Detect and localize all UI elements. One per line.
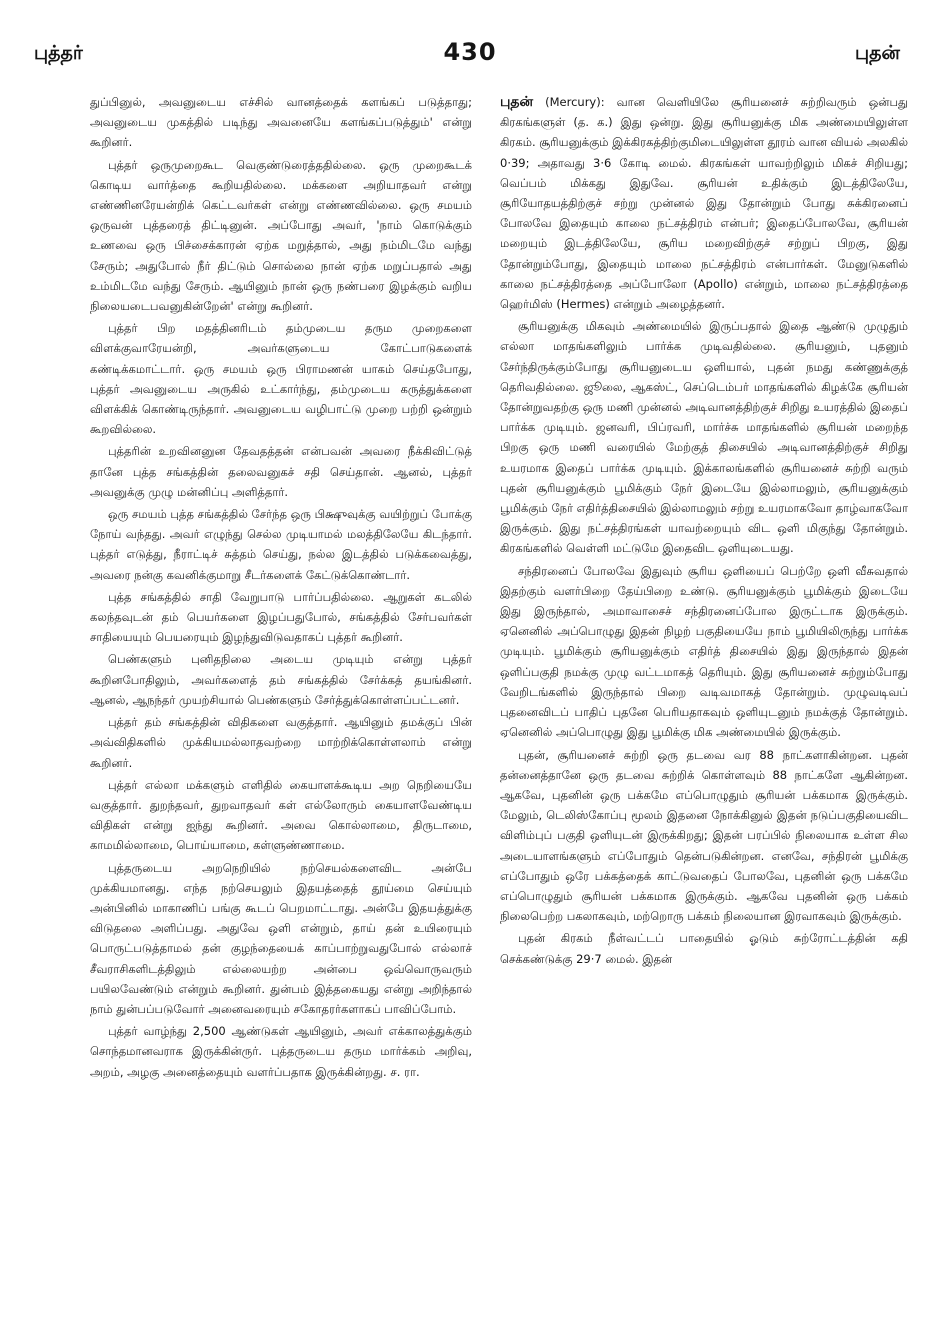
paragraph: புத்தர் வாழ்ந்து 2,500 ஆண்டுகள் ஆயினும், அவர் எக்காலத்துக்கும் சொந்தமானவராக இருக்கின்ருர். புத்தருடைய தரும மார்க்கம் அறிவு, அறம், அழகு அனைத்தையும் வளர்ப்பதாக இருக்கின்றது. ச. ரா. <box>90 1024 472 1079</box>
entry-headword: புதன் <box>500 94 534 110</box>
page-header <box>0 38 940 78</box>
paragraph: புத்தருடைய அறநெறியில் நற்செயல்களைவிட அன்பே முக்கியமானது. எந்த நற்செயலும் இதயத்தைத் தூய்மை செய்யும் அன்பினில் மாகாணிப் பங்கு கூடப் பெறமாட்டாது. அன்பே இதயத்துக்கு விடுதலை அளிப்பது. அதுவே ஒளி என்றும், தாய் தன் உயிரையும் பொருட்படுத்தாமல் தன் குழந்தையைக் காப்பாற்றுவதுபோல் எல்லாச் சீவராசிகளிடத்திலும் எல்லையற்ற அன்பை ஒவ்வொருவரும் பயிலவேண்டும் என்றும் கூறினர். துன்பம் இத்தகையது என்று அறிந்தால் நாம் துன்பப்படுவோர் அனைவரையும் சகோதரர்களாகப் பாவிப்போம். <box>90 860 472 1016</box>
running-head-left: புத்தர் <box>34 42 83 64</box>
paragraph: புதன், சூரியனைச் சுற்றி ஒரு தடவை வர 88 நாட்களாகின்றன. புதன் தன்னைத்தானே ஒரு தடவை சுற்றிக் கொள்ளவும் 88 நாட்களே ஆகின்றன. ஆகவே, புதனின் ஒரு பக்கமே எப்பொழுதும் சூரியன் பக்கமாக இருக்கும். மேலும், டெலிஸ்கோப்பு மூலம் இதனை நோக்கினுல் இதன் நடுப்பகுதியைவிட விளிம்புப் பகுதி ஒளியுடன் இருக்கிறது; இதன் பரப்பில் நிலையாக உள்ள சில அடையாளங்களும் எப்போதும் தென்படுகின்றன. எனவே, சந்திரன் பூமிக்கு எப்போதும் ஒரே பக்கத்தைக் காட்டுவதைப் போலவே, புதனின் ஒரு பக்கமே எப்பொழுதும் சூரியன் பக்கமாக இருக்கும். ஆகவே புதனின் ஒரு பக்கம் நிலைபெற்ற பகலாகவும், மற்றொரு பக்கம் நிலையான இரவாகவும் இருக்கும். <box>500 747 908 924</box>
paragraph: புத்தர் தம் சங்கத்தின் விதிகளை வகுத்தார். ஆயினும் தமக்குப் பின் அவ்விதிகளில் முக்கியமல்லாதவற்றை மாற்றிக்கொள்ளலாம் என்று கூறினர். <box>90 715 472 770</box>
paragraph: புத்தர் பிற மதத்தினரிடம் தம்முடைய தரும முறைகளை விளக்குவாரேயன்றி, அவர்களுடைய கோட்பாடுகளைக் கண்டிக்கமாட்டார். ஒரு சமயம் ஒரு பிராமணன் யாகம் செய்தபோது, புத்தர் அவனுடைய அருகில் உட்கார்ந்து, தம்முடைய கருத்துக்களை விளக்கிக் கொண்டிருந்தார். அவனுடைய வழிபாட்டு முறை பற்றி ஒன்றும் கூறவில்லை. <box>90 321 472 437</box>
left-column <box>90 92 472 1304</box>
paragraph: ஒரு சமயம் புத்த சங்கத்தில் சேர்ந்த ஒரு பிக்ஷுவுக்கு வயிற்றுப் போக்கு நோய் வந்தது. அவர் எழுந்து செல்ல முடியாமல் மலத்திலேயே கிடந்தார். புத்தர் எடுத்து, நீராட்டிச் சுத்தம் செய்து, நல்ல இடத்தில் படுக்கவைத்து, அவரை நன்கு கவனிக்குமாறு சீடர்களைக் கேட்டுக்கொண்டார். <box>90 507 472 582</box>
paragraph: புத்த சங்கத்தில் சாதி வேறுபாடு பார்ப்பதில்லை. ஆறுகள் கடலில் கலந்தவுடன் தம் பெயர்களை இழப்பதுபோல், சங்கத்தில் சேர்பவர்கள் சாதியையும் பெயரையும் இழந்துவிடுவதாகப் புத்தர் கூறினர். <box>90 589 472 645</box>
paragraph: சூரியனுக்கு மிகவும் அண்மையில் இருப்பதால் இதை ஆண்டு முழுதும் எல்லா மாதங்களிலும் பார்க்க முடிவதில்லை. சூரியனும், புதனும் சேர்ந்திருக்கும்போது சூரியனுடைய ஒளியால், புதன் நமது கண்ணுக்குத் தெரிவதில்லை. ஜூலை, ஆகஸ்ட், செப்டெம்பர் மாதங்களில் கிழக்கே சூரியன் தோன்றுவதற்கு ஒரு மணி முன்னல் அடிவானத்திற்குச் சிறிது உயரத்தில் இதைப் பார்க்க முடியும். ஜனவரி, பிப்ரவரி, மார்ச்சு மாதங்களில் சூரியன் மறைந்த பிறகு ஒரு மணி வரையில் மேற்குத் திசையில் அடிவானத்திற்குச் சிறிது உயரமாக இதைப் பார்க்க முடியும். இக்காலங்களில் சூரியனைச் சுற்றி வரும் புதன் சூரியனுக்கும் பூமிக்கும் நேர் இடையே இல்லாமலும், சூரியனுக்கும் பூமிக்கும் நேர் எதிர்த்திசையில் இல்லாமலும் சற்று உயரமாகவோ தாழ்வாகவோ இருக்கும். இது நட்சத்திரங்கள் யாவற்றையும் விட ஒளி மிகுந்து தோன்றும். கிரகங்களில் வெள்ளி மட்டுமே இதைவிட ஒளியுடையது. <box>500 319 908 556</box>
entry-lead-text: (Mercury): வான வெளியிலே சூரியனைச் சுற்றிவரும் ஒன்பது கிரகங்களுள் (த. க.) இது ஒன்று. இது சூரியனுக்கு மிக அண்மையிலுள்ள கிரகம். சூரியனுக்கும் இக்கிரகத்திற்குமிடையிலுள்ள தூரம் வான வியல் அலகில் 0·39; அதாவது 3·6 கோடி மைல். கிரகங்கள் யாவற்றிலும் மிகச் சிறியது; வெப்பம் மிக்கது இதுவே. சூரியன் உதிக்கும் இடத்திலேயே, சூரியோதயத்திற்குச் சற்று முன்னல் இது தோன்றும் போது சுக்கிரனைப் போலவே இதையும் காலை நட்சத்திரம் என்பர்; இதைப்போலவே, சூரியன் மறையும் இடத்திலேயே, சூரிய மறைவிற்குச் சற்றுப் பிறகு, இது தோன்றும்போது, இதையும் மாலை நட்சத்திரம் என்பார்கள். மேனுடுகளில் காலை நட்சத்திரத்தை அப்போலோ (Apollo) என்றும், மாலை நட்சத்திரத்தை ஹெர்மிஸ் (Hermes) என்றும் அழைத்தனர். <box>500 95 908 312</box>
paragraph: புத்தர் ஒருமுறைகூட வெகுண்டுரைத்ததில்லை. ஒரு முறைகூடக் கொடிய வார்த்தை கூறியதில்லை. மக்களை அறியாதவர் என்று எண்ணினரேயன்றிக் கெட்டவர்கள் என்று எண்ணவில்லை. ஒரு சமயம் ஒருவன் புத்தரைத் திட்டினுன். அப்போது அவர், 'நாம் கொடுக்கும் உணவை ஒரு பிச்சைக்காரன் ஏற்க மறுத்தால், அது நம்மிடமே வந்து சேரும்; அதுபோல் நீர் திட்டும் சொல்லை நான் ஏற்க மறுப்பதால் அது உம்மிடமே வந்து சேரும். ஆயினும் நான் ஒரு நண்பரை இழக்கும் வறிய நிலையடைபவனுகின்றேன்' என்று கூறினர். <box>90 157 472 314</box>
paragraph: துப்பினுல், அவனுடைய எச்சில் வானத்தைக் களங்கப் படுத்தாது; அவனுடைய முகத்தில் படிந்து அவனையே களங்கப்படுத்தும்' என்று கூறினர். <box>90 95 472 150</box>
paragraph: சந்திரனைப் போலவே இதுவும் சூரிய ஒளியைப் பெற்றே ஒளி வீசுவதால் இதற்கும் வளர்பிறை தேய்பிறை உண்டு. சூரியனுக்கும் பூமிக்கும் இடையே இது இருந்தால், அமாவாசைச் சந்திரனைப்போல இருட்டாக இருக்கும். ஏனெனில் அப்பொழுது இதன் நிழற் பகுதியையே நாம் பூமியிலிருந்து பார்க்க முடியும். பூமிக்கும் சூரியனுக்கும் எதிர்த் திசையில் இது இருந்தால் இதன் ஒளிப்பகுதி நமக்கு முழு வட்டமாகத் தெரியும். இது சூரியனைச் சுற்றும்போது வேறிடங்களில் இருந்தால் பிறை வடிவமாகத் தோன்றும். முழுவடிவப் புதனைவிடப் பாதிப் புதனே பெரியதாகவும் ஒளியுடனும் நமக்குத் தோன்றும். ஏனெனில் அப்பொழுது இது பூமிக்கு மிக அண்மையில் இருக்கும். <box>500 563 908 740</box>
running-head-right: புதன் <box>855 42 900 64</box>
paragraph: புத்தர் எல்லா மக்களும் எளிதில் கையாளக்கூடிய அற நெறியையே வகுத்தார். துறந்தவர், துறவாதவர் கள் எல்லோரும் கையாளவேண்டிய விதிகள் என்று ஐந்து கூறினர். அவை கொல்லாமை, திருடாமை, காமமில்லாமை, பொய்யாமை, கள்ளுண்ணாமை. <box>90 777 472 853</box>
right-column <box>500 92 908 1304</box>
page-number: 430 <box>443 38 497 66</box>
paragraph: புத்தரின் உறவினனுன தேவதத்தன் என்பவன் அவரை நீக்கிவிட்டுத் தானே புத்த சங்கத்தின் தலைவனுகச் சதி செய்தான். ஆனல், புத்தர் அவனுக்கு முழு மன்னிப்பு அளித்தார். <box>90 444 472 499</box>
entry-lead-paragraph <box>500 92 908 314</box>
paragraph: புதன் கிரகம் நீள்வட்டப் பாதையில் ஓடும் சுற்ரோட்டத்தின் கதி செக்கண்டுக்கு 29·7 மைல். இதன் <box>500 931 908 966</box>
paragraph: பெண்களும் புனிதநிலை அடைய முடியும் என்று புத்தர் கூறினபோதிலும், அவர்களைத் தம் சங்கத்தில் சேர்க்கத் தயங்கினர். ஆனல், ஆநந்தர் முயற்சியால் பெண்களும் சேர்த்துக்கொள்ளப்பட்டனர். <box>90 652 472 707</box>
